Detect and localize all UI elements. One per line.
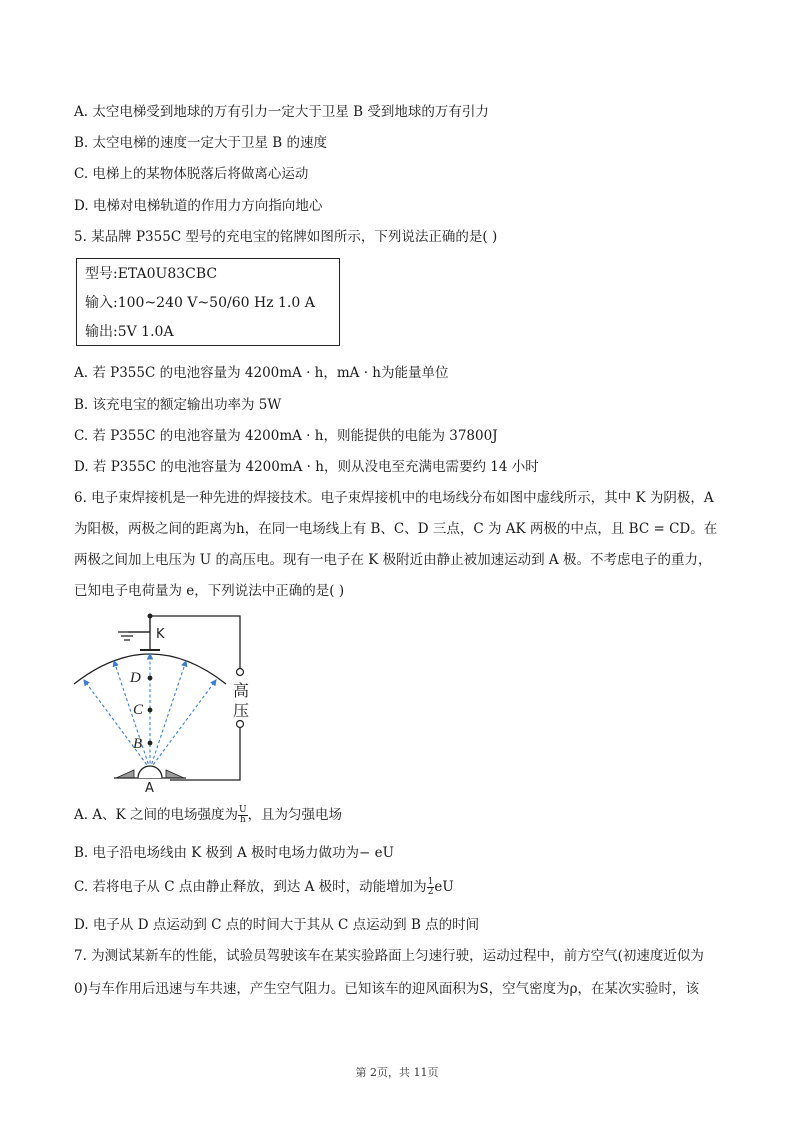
point-c (148, 708, 153, 713)
q6-option-c-prefix: C. 若将电子从 C 点由静止释放，到达 A 极时，动能增加为 (74, 879, 427, 895)
field-line-1 (84, 680, 150, 769)
q6-option-c-suffix: eU (434, 879, 454, 895)
electron-beam-welder-figure (70, 606, 310, 792)
fraction-numerator: U (238, 805, 247, 815)
q6-option-a (74, 806, 342, 825)
q5-option-d: D. 若 P355C 的电池容量为 4200mA · h，则从没电至充满电需要约 14 小时 (74, 459, 539, 475)
label-b: B (133, 736, 143, 752)
q7-line-1: 7. 为测试某新车的性能，试验员驾驶该车在某实验路面上匀速行驶，运动过程中，前方空气(初速度近似为 (74, 948, 704, 964)
ground-symbol (118, 616, 150, 640)
q6-stem-line-1: 6. 电子束焊接机是一种先进的焊接技术。电子束焊接机中的电场线分布如图中虚线所示，其中 K 为阴极，A (74, 490, 714, 506)
point-b (148, 741, 153, 746)
label-c: C (133, 702, 144, 718)
circuit-wire (150, 616, 240, 668)
anode-right-wedge (166, 770, 184, 778)
q7-line-2: 0)与车作用后迅速与车共速，产生空气阻力。已知该车的迎风面积为S，空气密度为ρ，在某次实验时，该 (74, 981, 700, 997)
fraction-denominator: 2 (427, 887, 434, 897)
q6-option-b: B. 电子沿电场线由 K 极到 A 极时电场力做功为− eU (74, 845, 394, 861)
label-ya: 压 (233, 701, 250, 720)
fraction-u-over-h (238, 806, 248, 825)
q4-option-d: D. 电梯对电梯轨道的作用力方向指向地心 (74, 198, 323, 214)
q5-option-a: A. 若 P355C 的电池容量为 4200mA · h，mA · h为能量单位 (74, 365, 449, 381)
q6-option-c (74, 878, 454, 897)
q6-stem-line-4: 已知电子电荷量为 e，下列说法中正确的是( ) (74, 583, 345, 599)
field-line-5 (150, 680, 216, 769)
circuit-wire-bottom (170, 726, 240, 780)
label-d: D (130, 670, 141, 686)
q4-option-c: C. 电梯上的某物体脱落后将做离心运动 (74, 166, 309, 182)
label-k: K (156, 627, 165, 642)
field-line-4 (150, 661, 186, 769)
terminal-top (237, 669, 244, 676)
label-a: A (145, 781, 154, 792)
q6-stem-line-3: 两极之间加上电压为 U 的高压电。现有一电子在 K 极附近由静止被加速运动到 A 极。不考虑电子的重力， (74, 552, 712, 568)
q6-stem-line-2: 为阳极，两极之间的距离为h，在同一电场线上有 B、C、D 三点，C 为 AK 两极的中点，且 BC = CD。在 (74, 521, 718, 537)
fraction-numerator: 1 (427, 877, 434, 887)
q6-option-d: D. 电子从 D 点运动到 C 点的时间大于其从 C 点运动到 B 点的时间 (74, 917, 480, 933)
terminal-bottom (237, 721, 244, 728)
nameplate-input: 输入:100~240 V~50/60 Hz 1.0 A (85, 295, 315, 311)
nameplate-model: 型号:ETA0U83CBC (85, 266, 218, 282)
q5-stem: 5. 某品牌 P355C 型号的充电宝的铭牌如图所示，下列说法正确的是( ) (74, 229, 498, 245)
label-gao: 高 (233, 681, 250, 700)
nameplate-output: 输出:5V 1.0A (85, 324, 174, 340)
q4-option-b: B. 太空电梯的速度一定大于卫星 B 的速度 (74, 135, 328, 151)
anode-left-wedge (116, 770, 134, 778)
fraction-denominator: h (239, 815, 246, 825)
nameplate-box (76, 258, 340, 346)
q6-option-a-prefix: A. A、K 之间的电场强度为 (74, 807, 238, 823)
q5-option-c: C. 若 P355C 的电池容量为 4200mA · h，则能提供的电能为 37800J (74, 428, 498, 444)
q6-option-a-suffix: ，且为匀强电场 (247, 807, 343, 823)
page-footer: 第 2页，共 11页 (355, 1066, 439, 1079)
point-d (148, 676, 153, 681)
q5-option-b: B. 该充电宝的额定输出功率为 5W (74, 397, 282, 413)
anode-dome (138, 766, 162, 778)
q4-option-a: A. 太空电梯受到地球的万有引力一定大于卫星 B 受到地球的万有引力 (74, 104, 489, 120)
